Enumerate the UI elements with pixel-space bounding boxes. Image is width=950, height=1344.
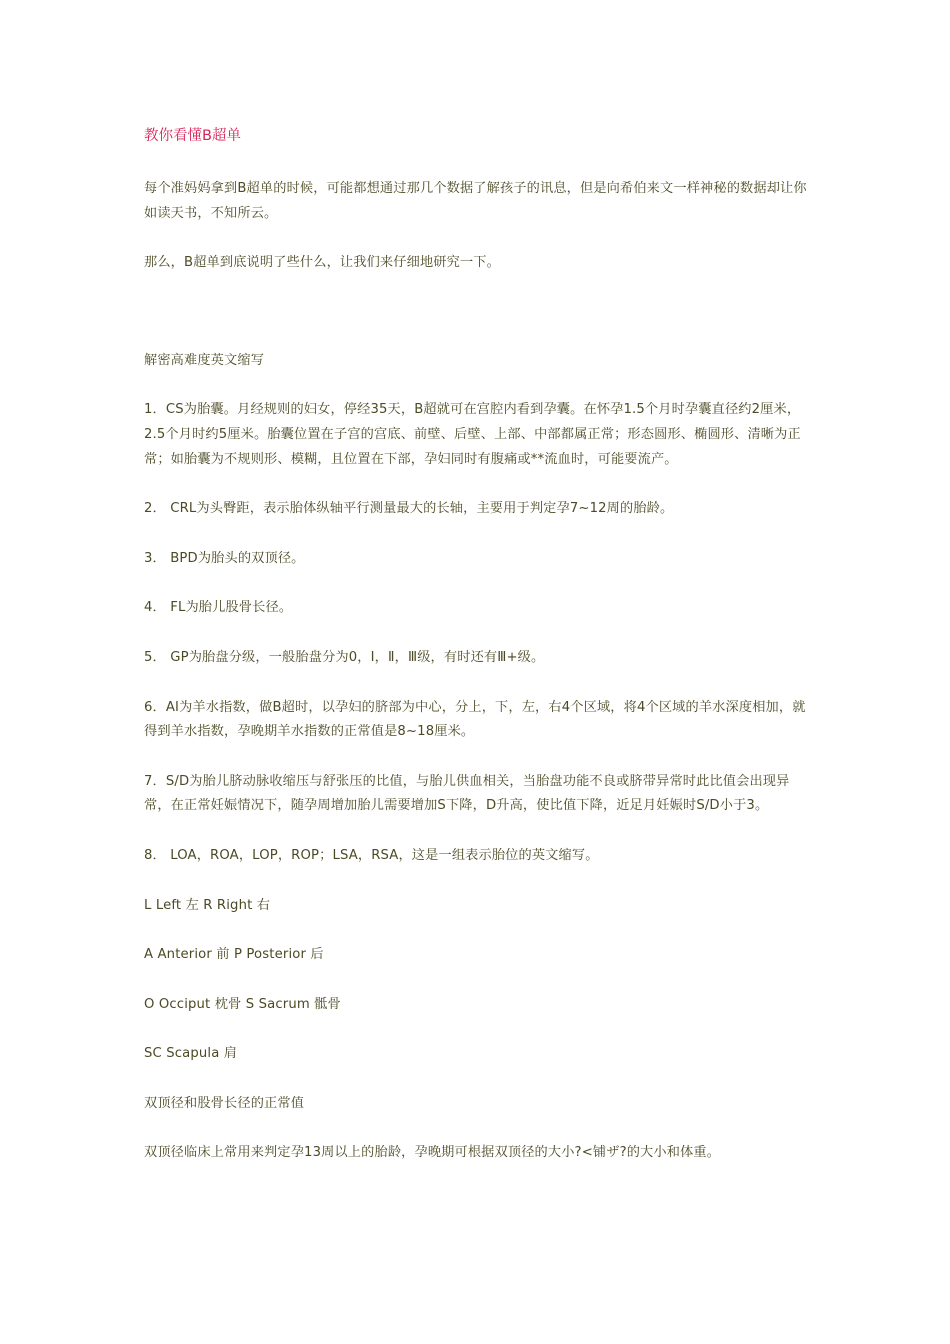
item-cs: 1．CS为胎囊。月经规则的妇女，停经35天，B超就可在宫腔内看到孕囊。在怀孕1.5个月时孕囊直径约2厘米，2.5个月时约5厘米。胎囊位置在子宫的宫底、前壁、后壁、上部、中部都属正常；形态圆形、椭圆形、清晰为正常；如胎囊为不规则形、模糊，且位置在下部，孕妇同时有腹痛或**流血时，可能要流产。 <box>144 402 801 467</box>
bpd-description: 双顶径临床上常用来判定孕13周以上的胎龄，孕晚期可根据双顶径的大小?<铺ザ?的大小和体重。 <box>144 1145 721 1161</box>
item-bpd: 3． BPD为胎头的双顶径。 <box>144 550 305 566</box>
document-title: 教你看懂B超单 <box>144 128 241 144</box>
document-body <box>144 124 812 1166</box>
section-heading-abbreviations: 解密高难度英文缩写 <box>144 352 265 368</box>
term-left-right: L Left 左 R Right 右 <box>144 897 271 913</box>
intro-paragraph: 每个准妈妈拿到B超单的时候，可能都想通过那几个数据了解孩子的讯息，但是向希伯来文一样神秘的数据却让你如读天书，不知所云。 <box>144 181 807 221</box>
item-ai: 6．AI为羊水指数，做B超时，以孕妇的脐部为中心，分上，下，左，右4个区域，将4个区域的羊水深度相加，就得到羊水指数，孕晚期羊水指数的正常值是8~18厘米。 <box>144 699 806 740</box>
term-anterior-posterior: A Anterior 前 P Posterior 后 <box>144 947 324 963</box>
term-scapula: SC Scapula 肩 <box>144 1046 238 1062</box>
term-occiput-sacrum: O Occiput 枕骨 S Sacrum 骶骨 <box>144 996 341 1012</box>
item-sd: 7．S/D为胎儿脐动脉收缩压与舒张压的比值，与胎儿供血相关，当胎盘功能不良或脐带异常时此比值会出现异常，在正常妊娠情况下，随孕周增加胎儿需要增加S下降，D升高，使比值下降，近足月妊娠时S/D小于3。 <box>144 773 790 814</box>
item-crl: 2． CRL为头臀距，表示胎体纵轴平行测量最大的长轴，主要用于判定孕7~12周的胎龄。 <box>144 501 674 517</box>
item-fetal-position: 8． LOA，ROA，LOP，ROP；LSA，RSA，这是一组表示胎位的英文缩写。 <box>144 847 599 863</box>
item-fl: 4． FL为胎儿股骨长径。 <box>144 600 293 616</box>
item-gp: 5． GP为胎盘分级，一般胎盘分为0，Ⅰ，Ⅱ，Ⅲ级，有时还有Ⅲ+级。 <box>144 649 545 665</box>
section-heading-normal-values: 双顶径和股骨长径的正常值 <box>144 1095 305 1111</box>
question-paragraph: 那么，B超单到底说明了些什么，让我们来仔细地研究一下。 <box>144 255 500 271</box>
